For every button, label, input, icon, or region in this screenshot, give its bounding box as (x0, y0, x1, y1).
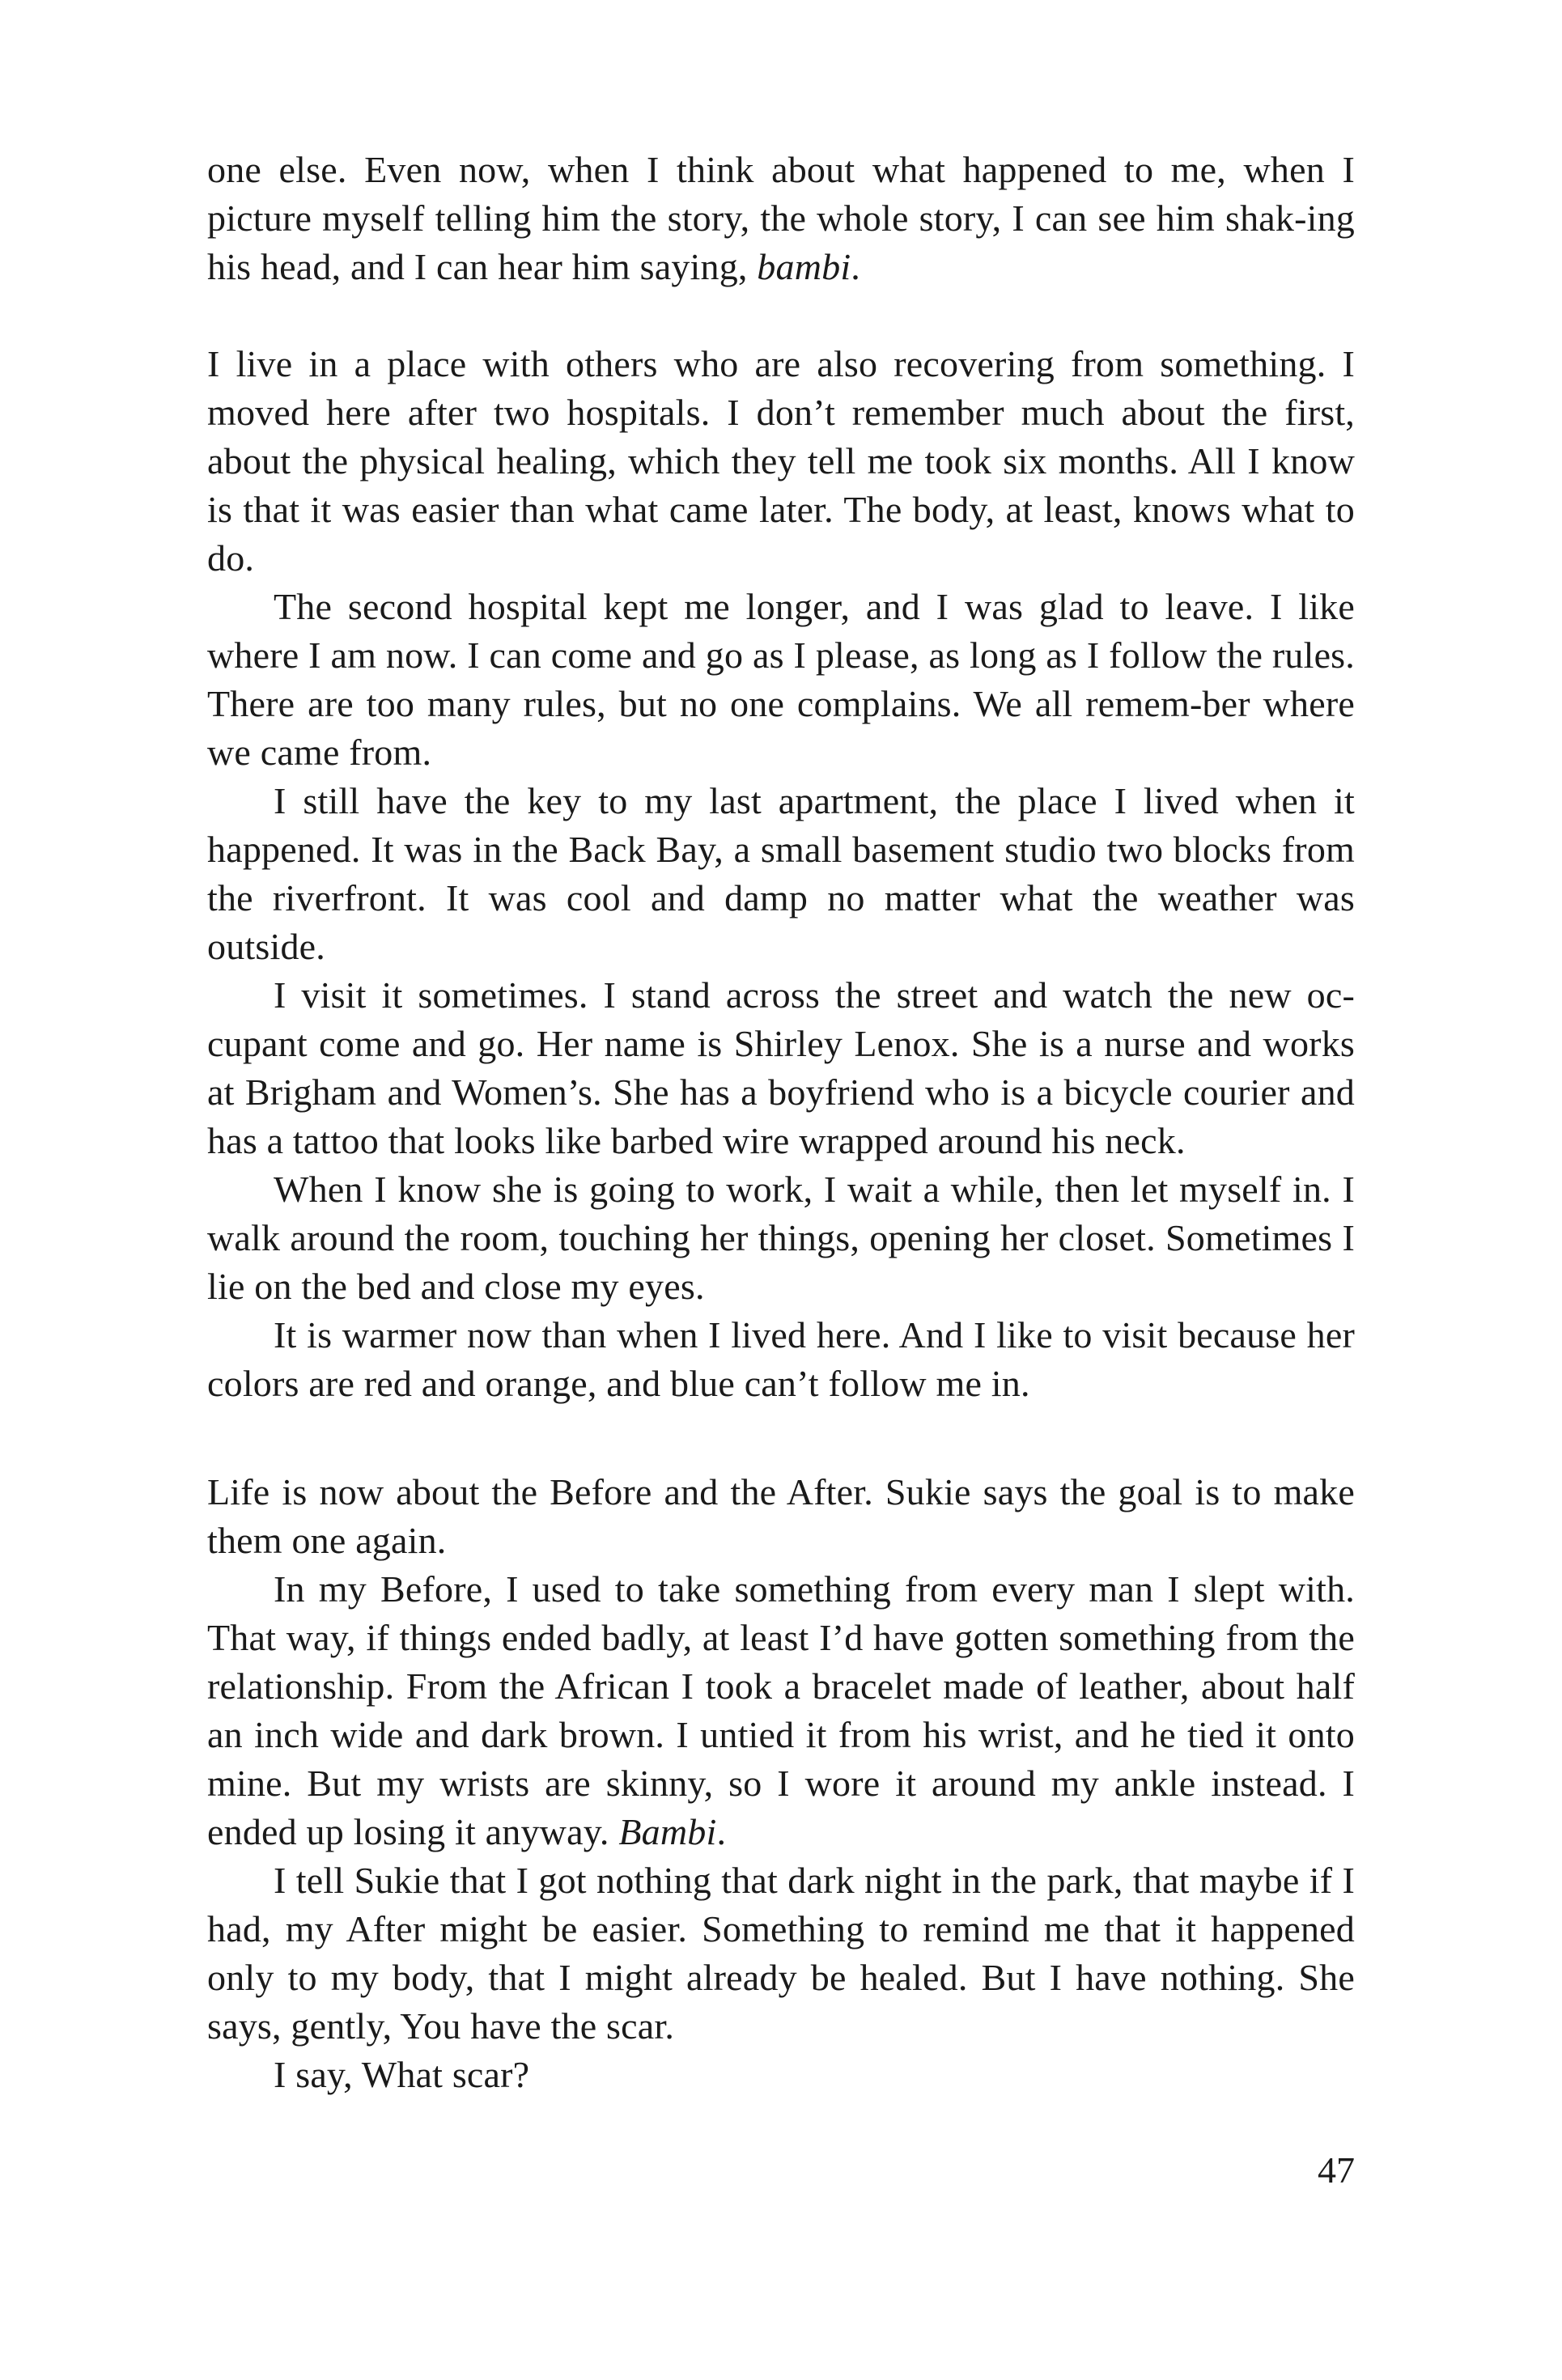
paragraph-text: . (851, 246, 860, 287)
paragraph-text: one else. Even now, when I think about what happened to me, when I picture myself telling him the story, the whole story, I can see him shak-ing his head, and I can hear him saying, (207, 149, 1355, 287)
paragraph-text: . (716, 1811, 727, 1852)
paragraph-text: In my Before, I used to take something from every man I slept with. That way, if things ended badly, at least I’d have gotten something from the relationship. From the African I took a bracelet made of leather, about half an inch wide and dark brown. I untied it from his wrist, and he tied it onto mine. But my wrists are skinny, so I wore it around my ankle instead. I ended up losing it anyway. (207, 1568, 1355, 1852)
paragraph (207, 146, 1355, 291)
paragraph: I visit it sometimes. I stand across the street and watch the new oc-cupant come and go. Her name is Shirley Lenox. She is a nurse and works at Brigham and Women’s. She has a boyfriend who is a bicycle courier and has a tattoo that looks like barbed wire wrapped around his neck. (207, 974, 1355, 1161)
section-3 (207, 1468, 1355, 2099)
section-2 (207, 340, 1355, 1408)
paragraph: When I know she is going to work, I wait a while, then let myself in. I walk around the room, touching her things, opening her closet. Sometimes I lie on the bed and close my eyes. (207, 1169, 1355, 1307)
italic-word: Bambi (618, 1811, 717, 1852)
paragraph: I say, What scar? (274, 2054, 530, 2095)
italic-word: bambi (757, 246, 851, 287)
paragraph: It is warmer now than when I lived here. And I like to visit because her colors are red and orange, and blue can’t follow me in. (207, 1314, 1355, 1404)
paragraph (207, 1565, 1355, 1856)
paragraph: I still have the key to my last apartment, the place I lived when it happened. It was in the Back Bay, a small basement studio two blocks from the riverfront. It was cool and damp no matter what the weather was outside. (207, 780, 1355, 967)
paragraph: Life is now about the Before and the After. Sukie says the goal is to make them one again. (207, 1471, 1355, 1561)
section-1 (207, 146, 1355, 291)
page-number: 47 (1318, 2149, 1355, 2191)
paragraph: I tell Sukie that I got nothing that dark night in the park, that maybe if I had, my After might be easier. Something to remind me that it happened only to my body, that I might already be healed. But I have nothing. She says, gently, You have the scar. (207, 1860, 1355, 2047)
paragraph: I live in a place with others who are also recovering from something. I moved here after two hospitals. I don’t remember much about the first, about the physical healing, which they tell me took six months. All I know is that it was easier than what came later. The body, at least, knows what to do. (207, 343, 1355, 579)
paragraph: The second hospital kept me longer, and I was glad to leave. I like where I am now. I can come and go as I please, as long as I follow the rules. There are too many rules, but no one complains. We all remem-ber where we came from. (207, 586, 1355, 773)
